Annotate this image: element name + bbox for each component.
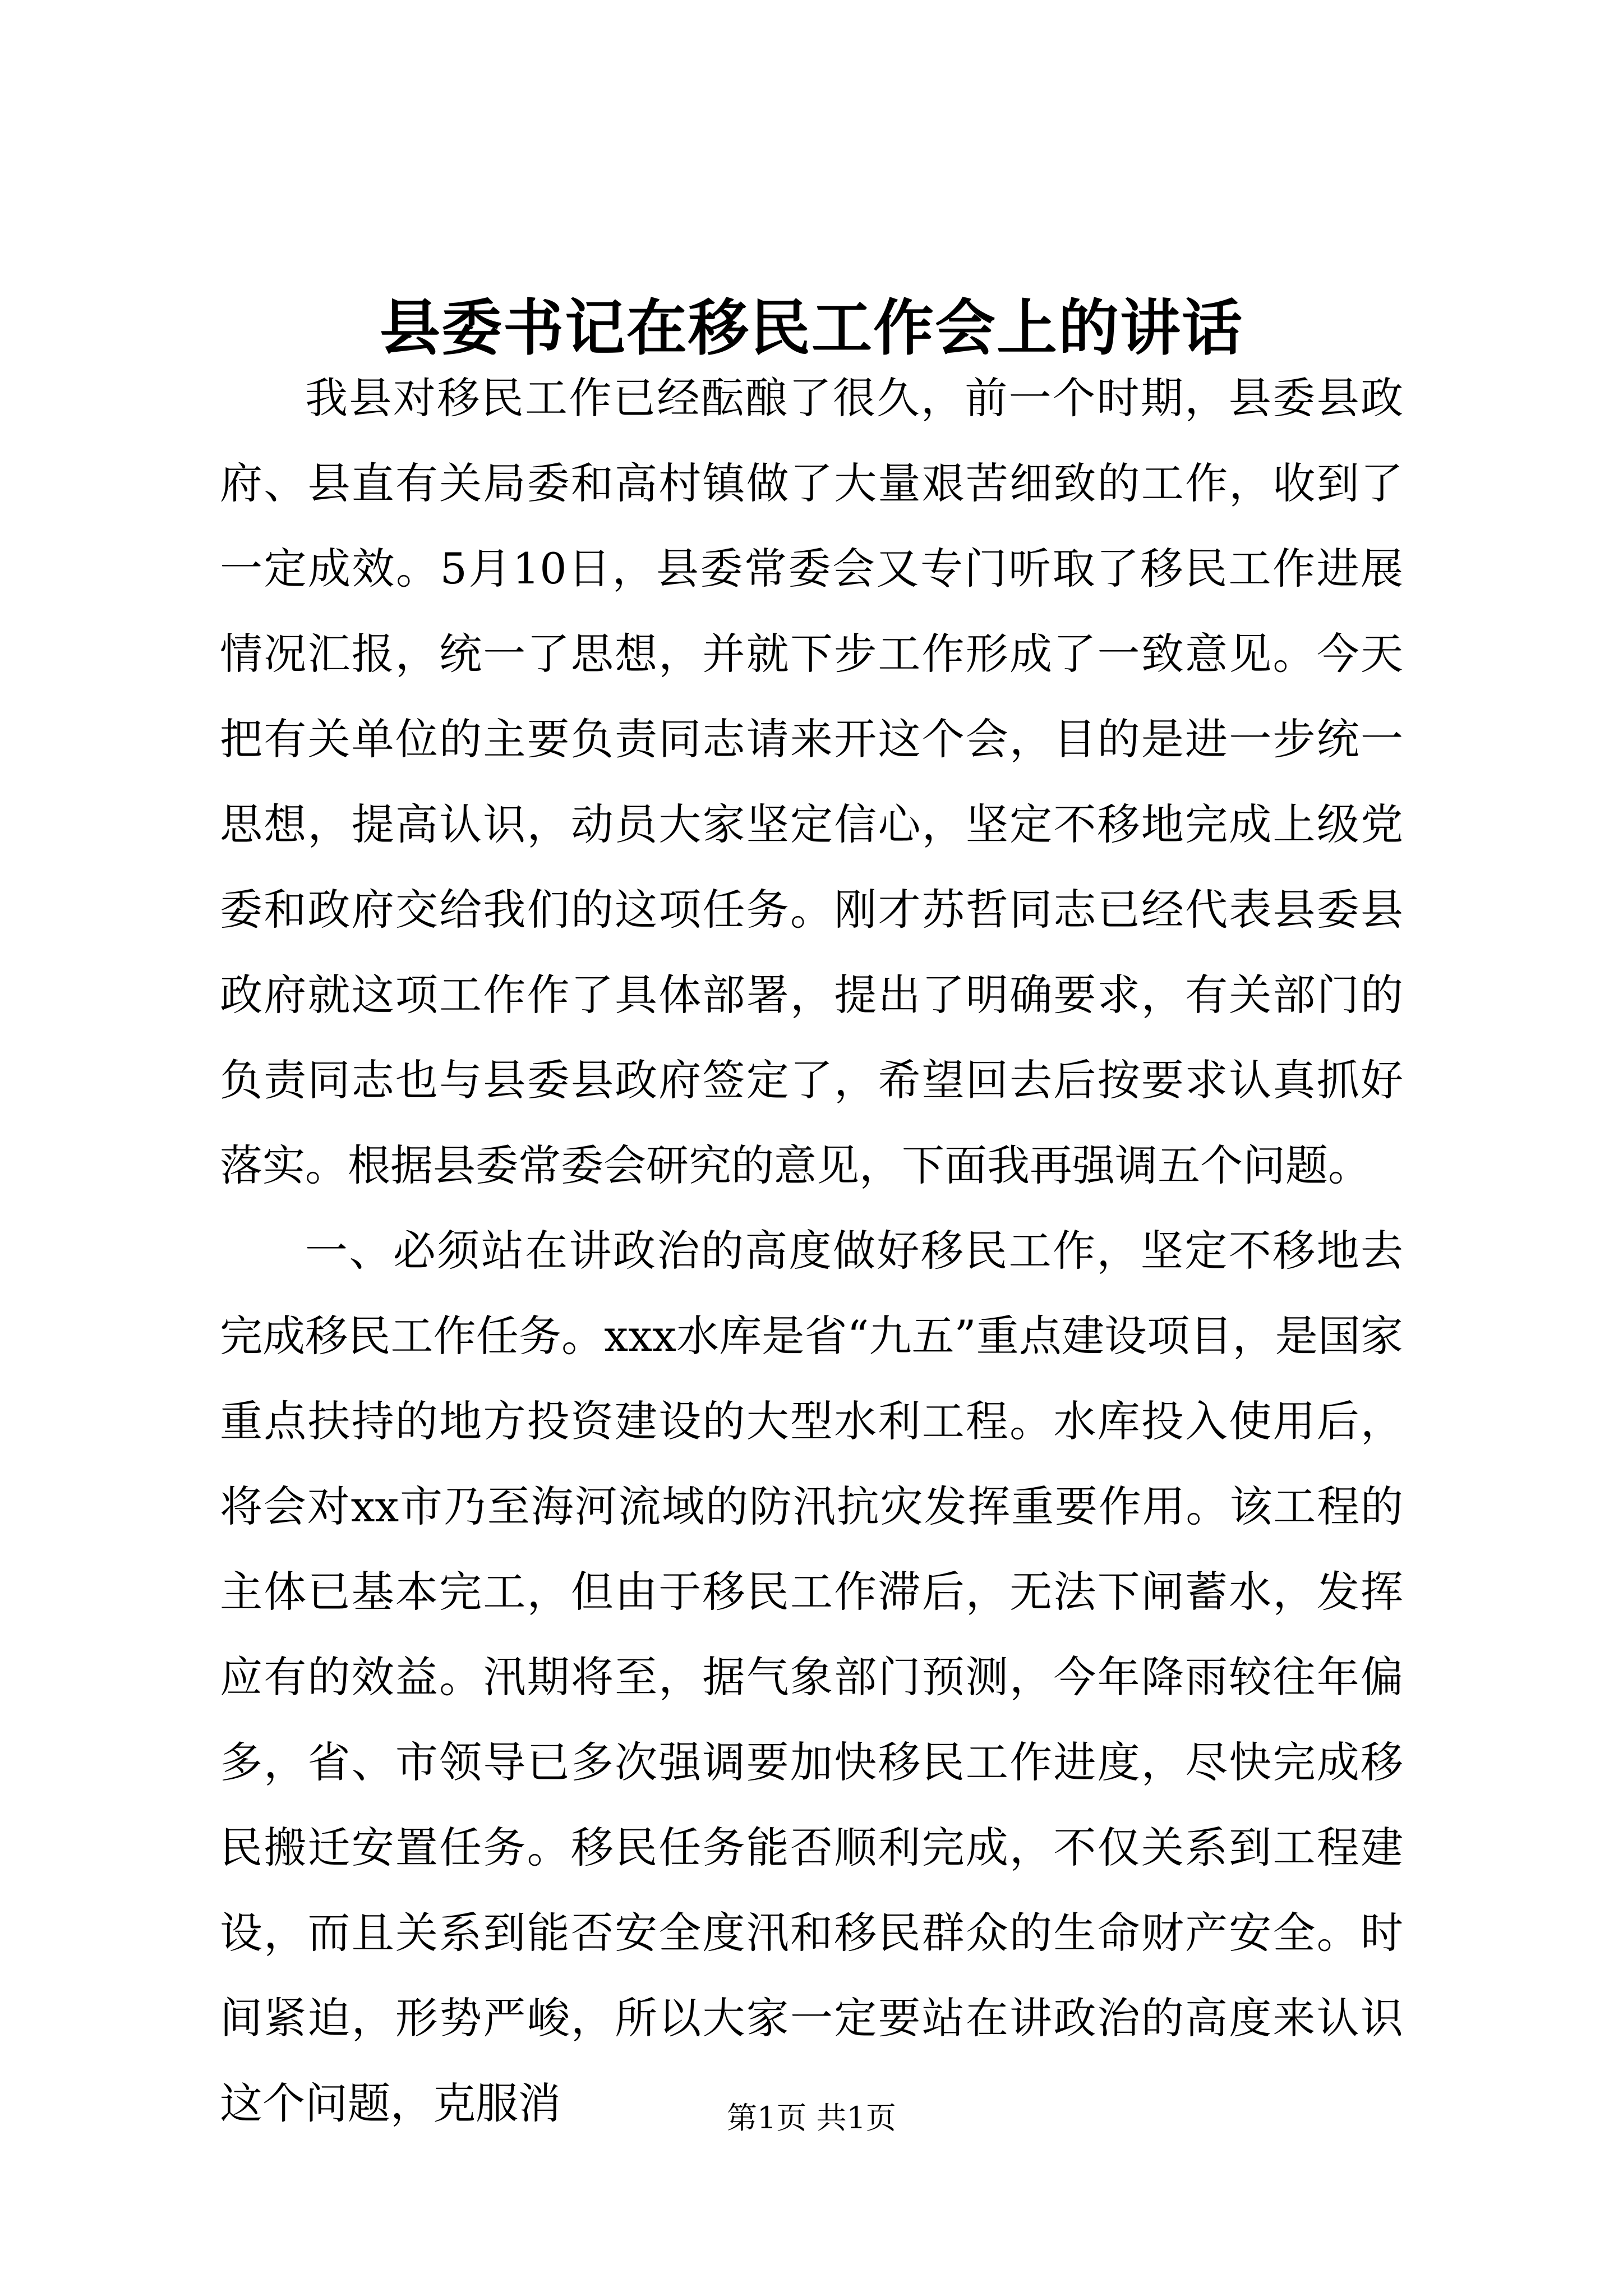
document-body bbox=[220, 356, 1403, 2146]
paragraph-section-one: 一、必须站在讲政治的高度做好移民工作，坚定不移地去完成移民工作任务。xxx水库是省“九五”重点建设项目，是国家重点扶持的地方投资建设的大型水利工程。水库投入使用后，将会对xx市乃至海河流域的防汛抗灾发挥重要作用。该工程的主体已基本完工，但由于移民工作滞后，无法下闸蓄水，发挥应有的效益。汛期将至，据气象部门预测，今年降雨较往年偏多，省、市领导已多次强调要加快移民工作进度，尽快完成移民搬迁安置任务。移民任务能否顺利完成，不仅关系到工程建设，而且关系到能否安全度汛和移民群众的生命财产安全。时间紧迫，形势严峻，所以大家一定要站在讲政治的高度来认识这个问题，克服消 bbox=[220, 1226, 1403, 2128]
document-title: 县委书记在移民工作会上的讲话 bbox=[379, 293, 1243, 364]
paragraph-intro: 我县对移民工作已经酝酿了很久，前一个时期，县委县政府、县直有关局委和高村镇做了大量艰苦细致的工作，收到了一定成效。5月10日，县委常委会又专门听取了移民工作进展情况汇报，统一了思想，并就下步工作形成了一致意见。今天把有关单位的主要负责同志请来开这个会，目的是进一步统一思想，提高认识，动员大家坚定信心，坚定不移地完成上级党委和政府交给我们的这项任务。刚才苏哲同志已经代表县委县政府就这项工作作了具体部署，提出了明确要求，有关部门的负责同志也与县委县政府签定了，希望回去后按要求认真抓好落实。根据县委常委会研究的意见，下面我再强调五个问题。 bbox=[220, 373, 1403, 1190]
page-number-footer: 第1页 共1页 bbox=[727, 2100, 896, 2136]
